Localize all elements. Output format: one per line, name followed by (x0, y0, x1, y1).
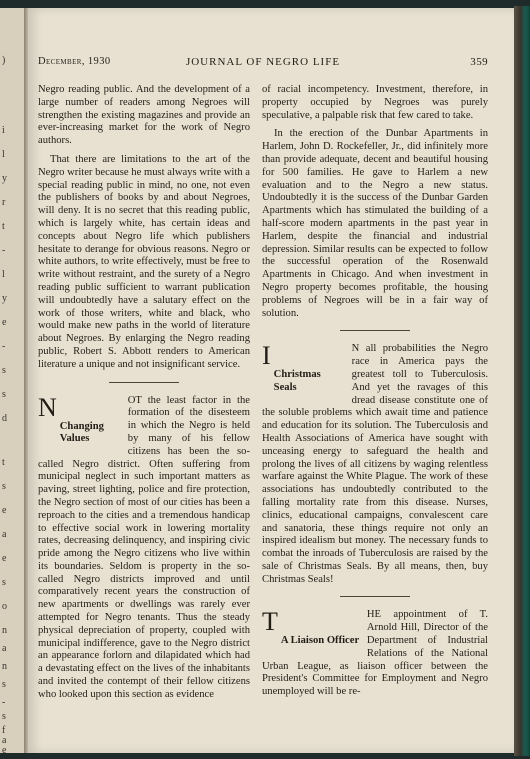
margin-fragment: s (2, 389, 6, 400)
paragraph: Negro reading public. And the development of a large number of readers among Negroes will strengthen the existing magazines and provide an ever-increasing market for the work of Negro authors. (38, 84, 250, 147)
section-divider (340, 330, 410, 331)
side-heading (274, 369, 346, 395)
margin-fragment: a (2, 643, 7, 654)
margin-fragment: y (2, 173, 7, 184)
lead-caps: HE (366, 609, 382, 621)
margin-fragment: i (2, 125, 5, 136)
section-divider (109, 382, 179, 383)
margin-fragment: t (2, 457, 5, 468)
section-liaison-officer (262, 609, 488, 699)
side-heading (281, 635, 361, 648)
page-number: 359 (470, 56, 488, 68)
drop-cap: N (38, 392, 57, 422)
drop-cap: T (262, 607, 278, 637)
drop-cap: I (262, 341, 271, 371)
paragraph: That there are limitations to the art of the Negro writer because he must always write with a special reading public in mind, no one, not even the publishers of books by and about Negroes, will deny. It is no secret that this reading public, which is largely white, has certain ideas and concepts about Negro life which publishers hesitate to derange for obvious reasons. Negro or white authors, to write effectively, must be free to write without restraint, and the surety of a Negro reading public sufficient to warrant publication will undoubtedly have a salutary effect on the work of those writers, white and black, who would make new paths in the world of literature about Negroes. By enlarging the Negro reading public, Robert S. Abbott renders to American literature a unique and not insignificant service. (38, 153, 250, 370)
side-heading-text: Seals (273, 382, 297, 394)
margin-fragment: e (2, 317, 7, 328)
paragraph: In the erection of the Dunbar Apartments in Harlem, John D. Rockefeller, Jr., did infinitely more than provide adequate, decent and beautiful housing for 500 families. He gave to Harlem a new evaluation and to the Negro a new status. Undoubtedly it is the success of the Dunbar Garden Apartments which has stimulated the building of a half-score modern apartments in the past year in Harlem, despite the financial and industrial depression. Similar results can be expected to follow the successful operation of the Rosenwald Apartments in Chicago. And when investment in Negro property becomes profitable, the housing problems of Negroes will be in a fair way of solution. (262, 128, 488, 319)
running-header (38, 55, 488, 69)
book-cover-edge (514, 6, 530, 756)
side-heading-text: A Liaison Officer (280, 635, 360, 647)
margin-fragment: r (2, 197, 6, 208)
lead-caps: OT (127, 394, 142, 406)
margin-fragment: s (2, 711, 6, 722)
margin-fragment: e (2, 505, 7, 516)
margin-fragment: n (2, 661, 7, 672)
margin-fragment: n (2, 625, 7, 636)
margin-fragment: s (2, 679, 6, 690)
margin-fragment: a (2, 735, 7, 746)
margin-fragment: s (2, 577, 6, 588)
previous-page-edge (0, 8, 24, 756)
section-divider (340, 596, 410, 597)
section-text: the least factor in the formation of the disesteem in which the Negro is held by many of his fellow citizens has been the so-called Negro district. Often suffering from municipal neglect in such important matters as paving, street lighting, police and fire protection, the Negro section of most of our cities has been a reproach to the cities and a tremendous handicap to effective social work in lowering mortality rates, decreasing delinquency, and inspiring civic pride among the Negro citizens who live within its boundaries. Seldom is property in the so-called Negro districts improved and until comparatively recent years the construction of new apartments or dwellings was rarely ever attempted for Negro tenants. Thus the steady physical depreciation of property, coupled with municipal indifference, gave to the Negro district an appearance forlorn and dilapidated which had a devastating effect on the lives of the inhabitants and invited the contempt of their fellow citizens who looked upon this section as evidence (38, 394, 250, 700)
margin-fragment: y (2, 293, 7, 304)
right-column (262, 84, 488, 705)
section-text: N all probabilities the Negro race in America pays the greatest toll to Tuberculosis. And yet the ravages of this dread disease constitute one of the soluble problems which await time and patience and education for its solution. The Tuberculosis and Health Associations of America have sought with unceasing energy to safeguard the health and prolong the lives of all citizens by waging relentless warfare against the White Plague. The work of these associations has undoubtedly contributed to the falling mortality rate from this disease. Nurses, clinics, educational campaigns, convalescent care and sanatoria, these things require not only an inspired idealism but money. The necessary funds to combat the inroads of Tuberculosis are raised by the sale of Christmas Seals. By all means, then, buy Christmas Seals! (262, 343, 488, 585)
margin-fragment: - (2, 245, 6, 256)
margin-fragment: l (2, 269, 5, 280)
journal-page (28, 8, 514, 753)
running-head-date: December, 1930 (38, 56, 111, 67)
margin-fragment: e (2, 553, 7, 564)
running-head-title: JOURNAL OF NEGRO LIFE (185, 56, 341, 68)
margin-fragment: o (2, 601, 7, 612)
paragraph: of racial incompetency. Investment, therefore, in property occupied by Negroes was purely speculative, a palpable risk that few cared to take. (262, 84, 488, 121)
margin-fragment: e (2, 745, 7, 756)
section-christmas-seals (262, 343, 488, 586)
margin-fragment: l (2, 149, 5, 160)
margin-fragment: d (2, 413, 7, 424)
margin-fragment: - (2, 341, 6, 352)
margin-fragment: a (2, 529, 7, 540)
side-heading (60, 421, 122, 447)
margin-fragment: f (2, 725, 6, 736)
side-heading-text: Changing Values (59, 420, 104, 445)
margin-fragment: s (2, 365, 6, 376)
margin-fragment: t (2, 221, 5, 232)
left-column (38, 84, 250, 708)
margin-fragment: - (2, 697, 6, 708)
margin-fragment: ) (2, 55, 6, 66)
side-heading-text: Christmas (273, 369, 321, 381)
margin-fragment: s (2, 481, 6, 492)
section-changing-values (38, 392, 250, 702)
section-text: appointment of T. Arnold Hill, Director of the Department of Industrial Relations of the National Urban League, as liaison officer between the President's Committee for Employment and Negro unemployed will be re- (262, 609, 488, 698)
